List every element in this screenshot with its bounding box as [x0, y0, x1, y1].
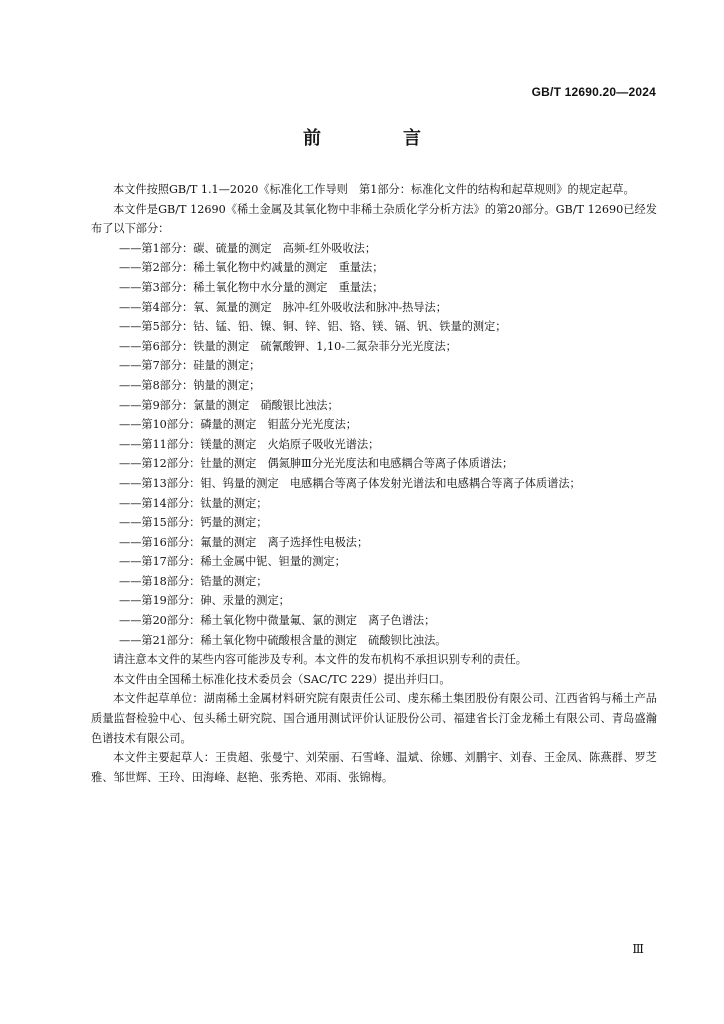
list-item: ——第17部分：稀土金属中铌、钽量的测定；	[119, 555, 346, 569]
list-item: ——第21部分：稀土氧化物中硫酸根含量的测定 硫酸钡比浊法。	[119, 633, 447, 647]
standard-number: GB/T 12690.20—2024	[531, 85, 656, 99]
paragraph-drafting-rules: 本文件按照GB/T 1.1—2020《标准化工作导则 第1部分：标准化文件的结构和起草规则》的规定起草。	[113, 183, 635, 196]
list-item: ——第2部分：稀土氧化物中灼减量的测定 重量法；	[119, 261, 384, 275]
paragraph-committee: 本文件由全国稀土标准化技术委员会（SAC/TC 229）提出并归口。	[113, 672, 451, 686]
list-item: ——第11部分：镁量的测定 火焰原子吸收光谱法；	[119, 437, 380, 451]
list-item: ——第16部分：氟量的测定 离子选择性电极法；	[119, 535, 369, 549]
paragraph-patent-notice: 请注意本文件的某些内容可能涉及专利。本文件的发布机构不承担识别专利的责任。	[113, 653, 527, 667]
list-item: ——第9部分：氯量的测定 硝酸银比浊法；	[119, 398, 339, 412]
list-item: ——第1部分：碳、硫量的测定 高频-红外吸收法；	[119, 241, 377, 255]
paragraph-drafters: 本文件主要起草人：王贵超、张曼宁、刘荣丽、石雪峰、温斌、徐娜、刘鹏宇、刘春、王金凤、陈燕群、罗芝雅、邹世辉、王玲、田海峰、赵艳、张秀艳、邓雨、张锦梅。	[91, 751, 657, 784]
list-item: ——第20部分：稀土氧化物中微量氟、氯的测定 离子色谱法；	[119, 614, 436, 628]
page-number: Ⅲ	[632, 942, 644, 956]
list-item: ——第13部分：钼、钨量的测定 电感耦合等离子体发射光谱法和电感耦合等离子体质谱法；	[119, 476, 581, 490]
paragraph-series-intro: 本文件是GB/T 12690《稀土金属及其氧化物中非稀土杂质化学分析方法》的第20部分。GB/T 12690已经发布了以下部分：	[91, 202, 657, 236]
list-item: ——第7部分：硅量的测定；	[119, 359, 261, 373]
list-item: ——第3部分：稀土氧化物中水分量的测定 重量法；	[119, 280, 384, 294]
list-item: ——第6部分：铁量的测定 硫氰酸钾、1,10-二氮杂菲分光光度法；	[119, 339, 457, 353]
list-item: ——第5部分：钴、锰、铅、镍、铜、锌、铝、铬、镁、镉、钒、铁量的测定；	[119, 320, 507, 334]
list-item: ——第19部分：砷、汞量的测定；	[119, 594, 290, 608]
parts-list	[91, 239, 657, 650]
paragraph-drafting-units: 本文件起草单位：湖南稀土金属材料研究院有限责任公司、虔东稀土集团股份有限公司、江西省钨与稀土产品质量监督检验中心、包头稀土研究院、国合通用测试评价认证股份公司、福建省长汀金龙稀土有限公司、青岛盛瀚色谱技术有限公司。	[91, 692, 657, 745]
page-title: 前 言	[303, 128, 453, 149]
list-item: ——第12部分：钍量的测定 偶氮胂Ⅲ分光光度法和电感耦合等离子体质谱法；	[119, 457, 514, 471]
list-item: ——第15部分：钙量的测定；	[119, 516, 268, 530]
list-item: ——第4部分：氧、氮量的测定 脉冲-红外吸收法和脉冲-热导法；	[119, 300, 447, 314]
document-body	[91, 180, 657, 787]
list-item: ——第18部分：锆量的测定；	[119, 574, 268, 588]
list-item: ——第14部分：钛量的测定；	[119, 496, 268, 510]
list-item: ——第8部分：钠量的测定；	[119, 378, 261, 392]
list-item: ——第10部分：磷量的测定 钼蓝分光光度法；	[119, 418, 357, 432]
